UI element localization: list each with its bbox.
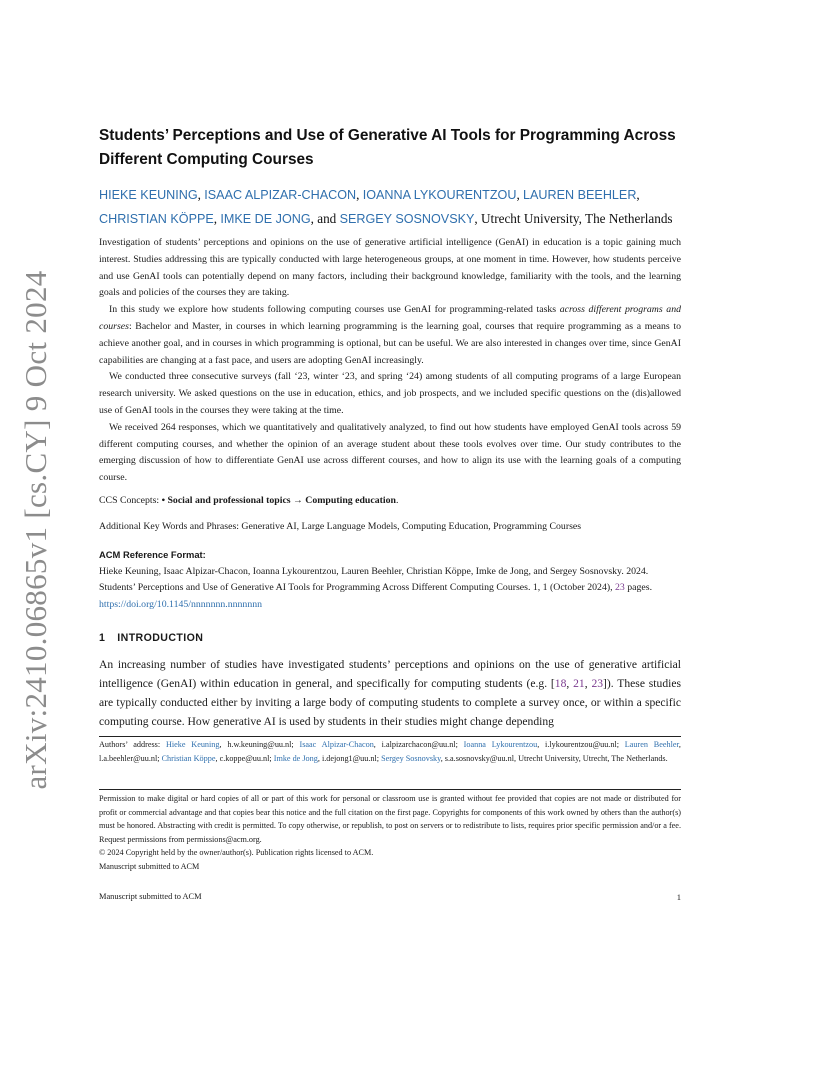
- author-address-link[interactable]: Hieke Keuning: [165, 740, 220, 749]
- abstract-paragraph: We received 264 responses, which we quantitatively and qualitatively analyzed, to find out how students have employed GenAI tools across 59 different computing courses, and whether the opinion of an average student about these tools evolves over time. Our study contributes to the emerging discussion of how to differentiate GenAI use across different courses, and how to align its use with the learning goals of a computing course.: [99, 421, 681, 484]
- author-separator: , and: [310, 211, 340, 226]
- authors-address: [99, 738, 681, 765]
- page-footer-left: Manuscript submitted to ACM: [99, 892, 202, 901]
- arxiv-identifier: arXiv:2410.06865v1 [cs.CY] 9 Oct 2024: [18, 270, 53, 790]
- author-link[interactable]: ISAAC ALPIZAR-CHACON: [204, 188, 357, 202]
- author-separator: ,: [197, 187, 205, 202]
- acm-reference: [99, 547, 681, 613]
- doi-link[interactable]: https://doi.org/10.1145/nnnnnnn.nnnnnnn: [99, 598, 263, 610]
- author-link[interactable]: HIEKE KEUNING: [99, 188, 198, 202]
- page-count-link[interactable]: 23: [615, 582, 625, 593]
- author-link[interactable]: CHRISTIAN KÖPPE: [99, 212, 214, 226]
- ccs-label: CCS Concepts:: [99, 495, 162, 506]
- keywords: Additional Key Words and Phrases: Generative AI, Large Language Models, Computing Education, Programming Courses: [99, 521, 582, 532]
- author-email: , h.w.keuning@uu.nl;: [219, 740, 300, 749]
- author-email: , s.a.sosnovsky@uu.nl, Utrecht University, Utrecht, The Netherlands.: [440, 753, 668, 763]
- permission-notice: [99, 792, 681, 874]
- author-separator: ,: [516, 187, 524, 202]
- intro-paragraph: An increasing number of studies have investigated students’ perceptions and opinions on the use of generative artificial intelligence (GenAI) within education in general, and specifically for computing students (e.g. [18, 21, 23]). These studies are typically conducted either by inviting a large body of computing students to complete a survey once, or within a specific computing course. How generative AI is used by students in their studies might change depending: [99, 658, 682, 728]
- permission-divider: [99, 789, 681, 790]
- manuscript-note: Manuscript submitted to ACM: [99, 861, 200, 871]
- footnote-divider: [99, 736, 681, 737]
- abstract-paragraph: Investigation of students’ perceptions and opinions on the use of generative artificial intelligence (GenAI) in education is a topic gaining much interest. Studies addressing this are typically conducted with large heterogeneous groups, at one moment in time. However, how students perceive and use GenAI tools can potentially depend on many factors, including their background knowledge, familiarity with the tools, and the learning goals and policies of the courses they are taking.: [99, 237, 681, 299]
- author-separator: ,: [213, 211, 221, 226]
- author-address-link[interactable]: Lauren Beehler: [624, 740, 679, 749]
- abstract: [99, 235, 681, 487]
- arxiv-sidebar-stamp: [14, 270, 58, 790]
- page-number: 1: [676, 892, 681, 902]
- author-link[interactable]: IOANNA LYKOURENTZOU: [362, 188, 517, 202]
- permission-text: Permission to make digital or hard copies of all or part of this work for personal or classroom use is granted without fee provided that copies are not made or distributed for profit or commercial advantage and that copies bear this notice and the full citation on the first page. Copyrights for components of this work owned by others than the author(s) must be honored. Abstracting with credit is permitted. To copy otherwise, or republish, to post on servers or to redistribute to lists, requires prior specific permission and/or a fee. Request permissions from permissions@acm.org.: [99, 794, 681, 844]
- author-address-link[interactable]: Ioanna Lykourentzou: [463, 740, 538, 749]
- intro-text: ]). These studies are typically conducted either by inviting a large body of computing students to complete a survey once, or within a specific computing course. How generative AI is used by students in their studies might change depending: [99, 677, 682, 728]
- citation-link[interactable]: 23: [591, 677, 604, 690]
- pages-label: pages.: [624, 582, 653, 593]
- author-link[interactable]: IMKE DE JONG: [220, 212, 311, 226]
- intro-text: An increasing number of studies have investigated students’ perceptions and opinions on the use of generative artificial intelligence (GenAI) within education in general, and specifically for computing students (e.g. [: [99, 658, 681, 690]
- ccs-value: • Social and professional topics → Computing education: [161, 495, 396, 506]
- author-email: , i.alpizarchacon@uu.nl;: [373, 740, 464, 749]
- affiliation: , Utrecht University, The Netherlands: [474, 211, 673, 226]
- acm-reference-heading: ACM Reference Format:: [99, 549, 206, 560]
- copyright-text: © 2024 Copyright held by the owner/author(s). Publication rights licensed to ACM.: [99, 848, 374, 858]
- author-address-link[interactable]: Imke de Jong: [273, 753, 318, 763]
- author-address-link[interactable]: Christian Köppe: [161, 753, 216, 763]
- author-link[interactable]: LAUREN BEEHLER: [523, 188, 637, 202]
- authors-address-label: Authors’ address:: [99, 740, 166, 749]
- author-email: , l.a.beehler@uu.nl;: [99, 740, 681, 763]
- ccs-end: .: [395, 495, 399, 506]
- author-separator: ,: [356, 187, 363, 202]
- author-list: [99, 183, 689, 231]
- ccs-concepts: [99, 495, 398, 506]
- acm-reference-body: [99, 564, 681, 614]
- author-address-link[interactable]: Isaac Alpizar-Chacon: [299, 740, 374, 749]
- abstract-paragraph: In this study we explore how students following computing courses use GenAI for programming-related tasks across different programs and courses: Bachelor and Master, in courses in which learning programming is the learning goal, courses that require programming as a means to achieve another goal, and in courses in which programming is optional, but can be useful. We are also interested in changes over time, since GenAI capabilities are changing at a fast pace, and users are adopting GenAI increasingly.: [99, 304, 681, 366]
- section-number: 1: [99, 632, 106, 644]
- author-address-link[interactable]: Sergey Sosnovsky: [381, 753, 441, 763]
- author-email: , i.lykourentzou@uu.nl;: [537, 740, 625, 749]
- citation-link[interactable]: 21: [573, 677, 585, 690]
- citation-link[interactable]: 18: [554, 677, 567, 690]
- acm-reference-text: Hieke Keuning, Isaac Alpizar-Chacon, Ioanna Lykourentzou, Lauren Beehler, Christian Köppe, Imke de Jong, and Sergey Sosnovsky. 2024. Students’ Perceptions and Use of Generative AI Tools for Programming Across Different Computing Courses. 1, 1 (October 2024),: [99, 565, 649, 593]
- author-email: , i.dejong1@uu.nl;: [317, 753, 382, 763]
- section-heading: [99, 632, 203, 644]
- abstract-paragraph: We conducted three consecutive surveys (fall ‘23, winter ‘23, and spring ‘24) among students of all computing programs of a large European research university. We asked questions on the use in education, ethics, and job prospects, and we included specific questions on the (dis)allowed use of GenAI tools in the courses they were taking at the time.: [99, 371, 681, 416]
- author-link[interactable]: SERGEY SOSNOVSKY: [339, 212, 475, 226]
- author-separator: ,: [636, 187, 640, 202]
- authors-address-text: [99, 738, 681, 765]
- author-email: , c.koppe@uu.nl;: [215, 753, 274, 763]
- section-title: INTRODUCTION: [117, 632, 204, 644]
- paper-title: Students’ Perceptions and Use of Generative AI Tools for Programming Across Different Computing Courses: [99, 127, 676, 168]
